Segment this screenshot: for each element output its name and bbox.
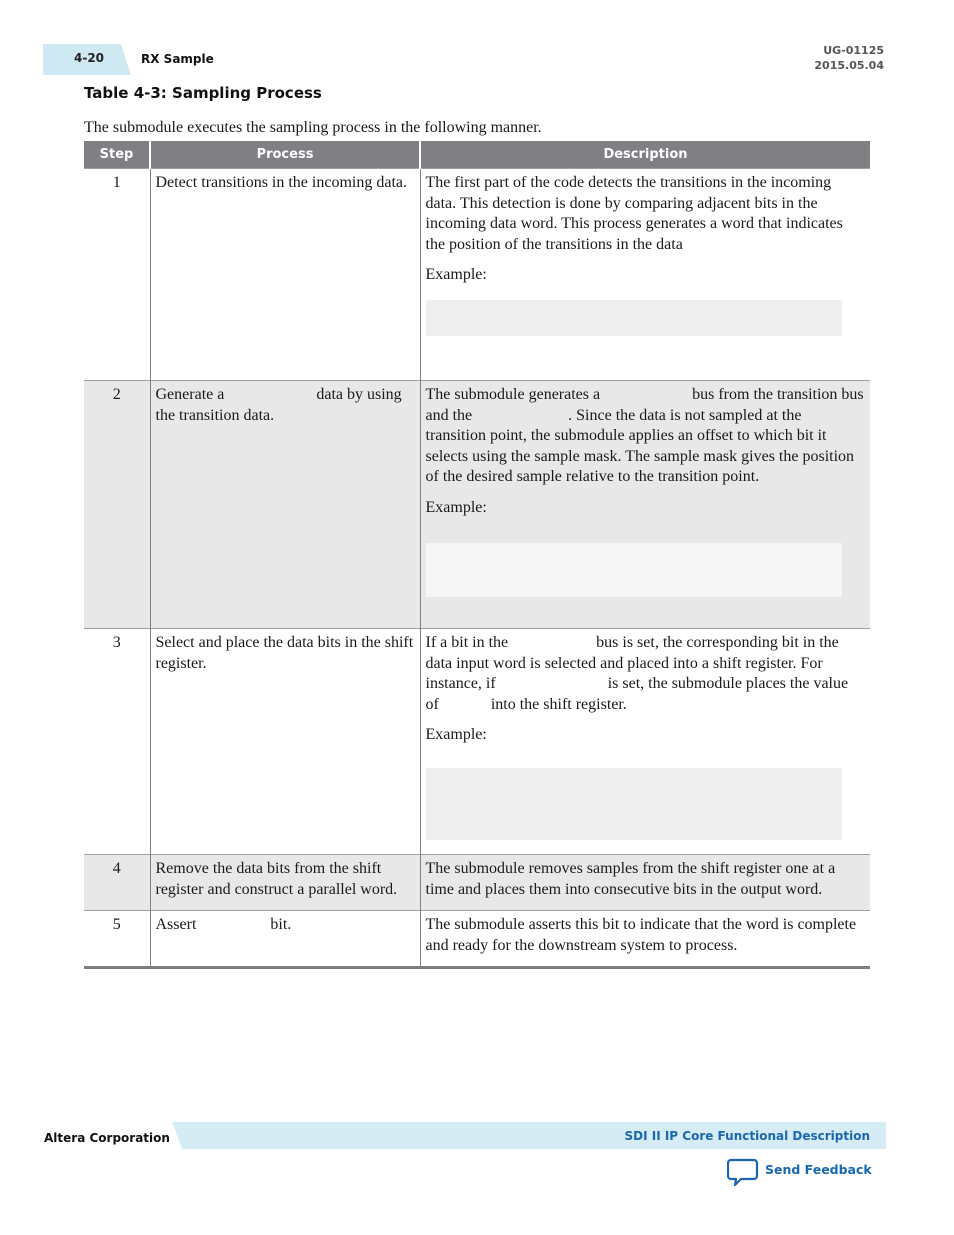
- company-name: Altera Corporation: [44, 1131, 170, 1145]
- process-cell: Select and place the data bits in the shift register.: [150, 629, 420, 855]
- description-text-part: bus is set, the corresponding bit in the data input word is selected and placed into a shift register. For instance, if: [425, 634, 839, 693]
- description-cell: [420, 169, 870, 381]
- step-cell: 5: [84, 911, 150, 968]
- col-header-step: Step: [84, 141, 150, 169]
- description-text: [426, 633, 866, 715]
- table-row: [84, 169, 870, 381]
- col-header-process: Process: [150, 141, 420, 169]
- process-text: bit.: [270, 916, 292, 934]
- code-example-box: [426, 300, 843, 336]
- footer-doc-title-link[interactable]: SDI II IP Core Functional Description: [624, 1129, 870, 1143]
- table-row: [84, 911, 870, 968]
- process-text: Assert: [155, 916, 197, 934]
- example-label: Example:: [425, 726, 487, 744]
- description-cell: The submodule asserts this bit to indicate that the word is complete and ready for the downstream system to process.: [420, 911, 870, 968]
- col-header-description: Description: [420, 141, 870, 169]
- process-text: Generate a: [155, 386, 225, 403]
- process-text: data by using the transition data.: [155, 386, 402, 424]
- description-text-part: into the shift register.: [490, 695, 627, 713]
- description-text-part: is set, the submodule places the value of: [425, 675, 849, 713]
- step-cell: 4: [84, 855, 150, 911]
- section-name: RX Sample: [141, 52, 214, 66]
- code-example-box: [426, 543, 843, 597]
- description-text: The first part of the code detects the transitions in the incoming data. This detection is done by comparing adjacent bits in the incoming data word. This process generates a word that indicates the position of the transitions in the data: [425, 174, 843, 253]
- table-header-row: [84, 141, 870, 169]
- process-cell: Detect transitions in the incoming data.: [150, 169, 420, 381]
- description-cell: The submodule removes samples from the shift register one at a time and places them into consecutive bits in the output word.: [420, 855, 870, 911]
- description-text-part: If a bit in the: [425, 634, 509, 651]
- description-text: [426, 385, 866, 488]
- step-cell: 2: [84, 381, 150, 629]
- sampling-process-table: [84, 141, 870, 969]
- table-row: [84, 629, 870, 855]
- page-number-tab: [43, 44, 131, 75]
- send-feedback-label[interactable]: Send Feedback: [765, 1162, 872, 1177]
- feedback-bubble-icon: [727, 1158, 759, 1188]
- example-label: Example:: [425, 266, 487, 284]
- description-text-part: . Since the data is not sampled at the transition point, the submodule applies an offset to which bit it selects using the sample mask. The sample mask gives the position of the desired sample relative to the transition point.: [425, 406, 855, 486]
- send-feedback-link[interactable]: [727, 1158, 872, 1188]
- example-label: Example:: [425, 498, 487, 516]
- table-intro: The submodule executes the sampling process in the following manner.: [84, 119, 542, 136]
- doc-date: 2015.05.04: [814, 59, 884, 72]
- code-example-box: [426, 768, 843, 840]
- process-cell: [150, 911, 420, 968]
- description-cell: [420, 381, 870, 629]
- description-text-part: bus from the transition bus and the: [425, 386, 864, 424]
- process-cell: [150, 381, 420, 629]
- table-title: Table 4-3: Sampling Process: [84, 84, 322, 102]
- description-cell: [420, 629, 870, 855]
- document-id: [814, 43, 884, 73]
- doc-code: UG-01125: [823, 44, 884, 57]
- page-number: 4-20: [74, 51, 105, 65]
- table-row: [84, 381, 870, 629]
- step-cell: 3: [84, 629, 150, 855]
- table-row: [84, 855, 870, 911]
- description-text-part: The submodule generates a: [425, 386, 601, 403]
- footer-band: [172, 1122, 886, 1149]
- process-cell: Remove the data bits from the shift register and construct a parallel word.: [150, 855, 420, 911]
- step-cell: 1: [84, 169, 150, 381]
